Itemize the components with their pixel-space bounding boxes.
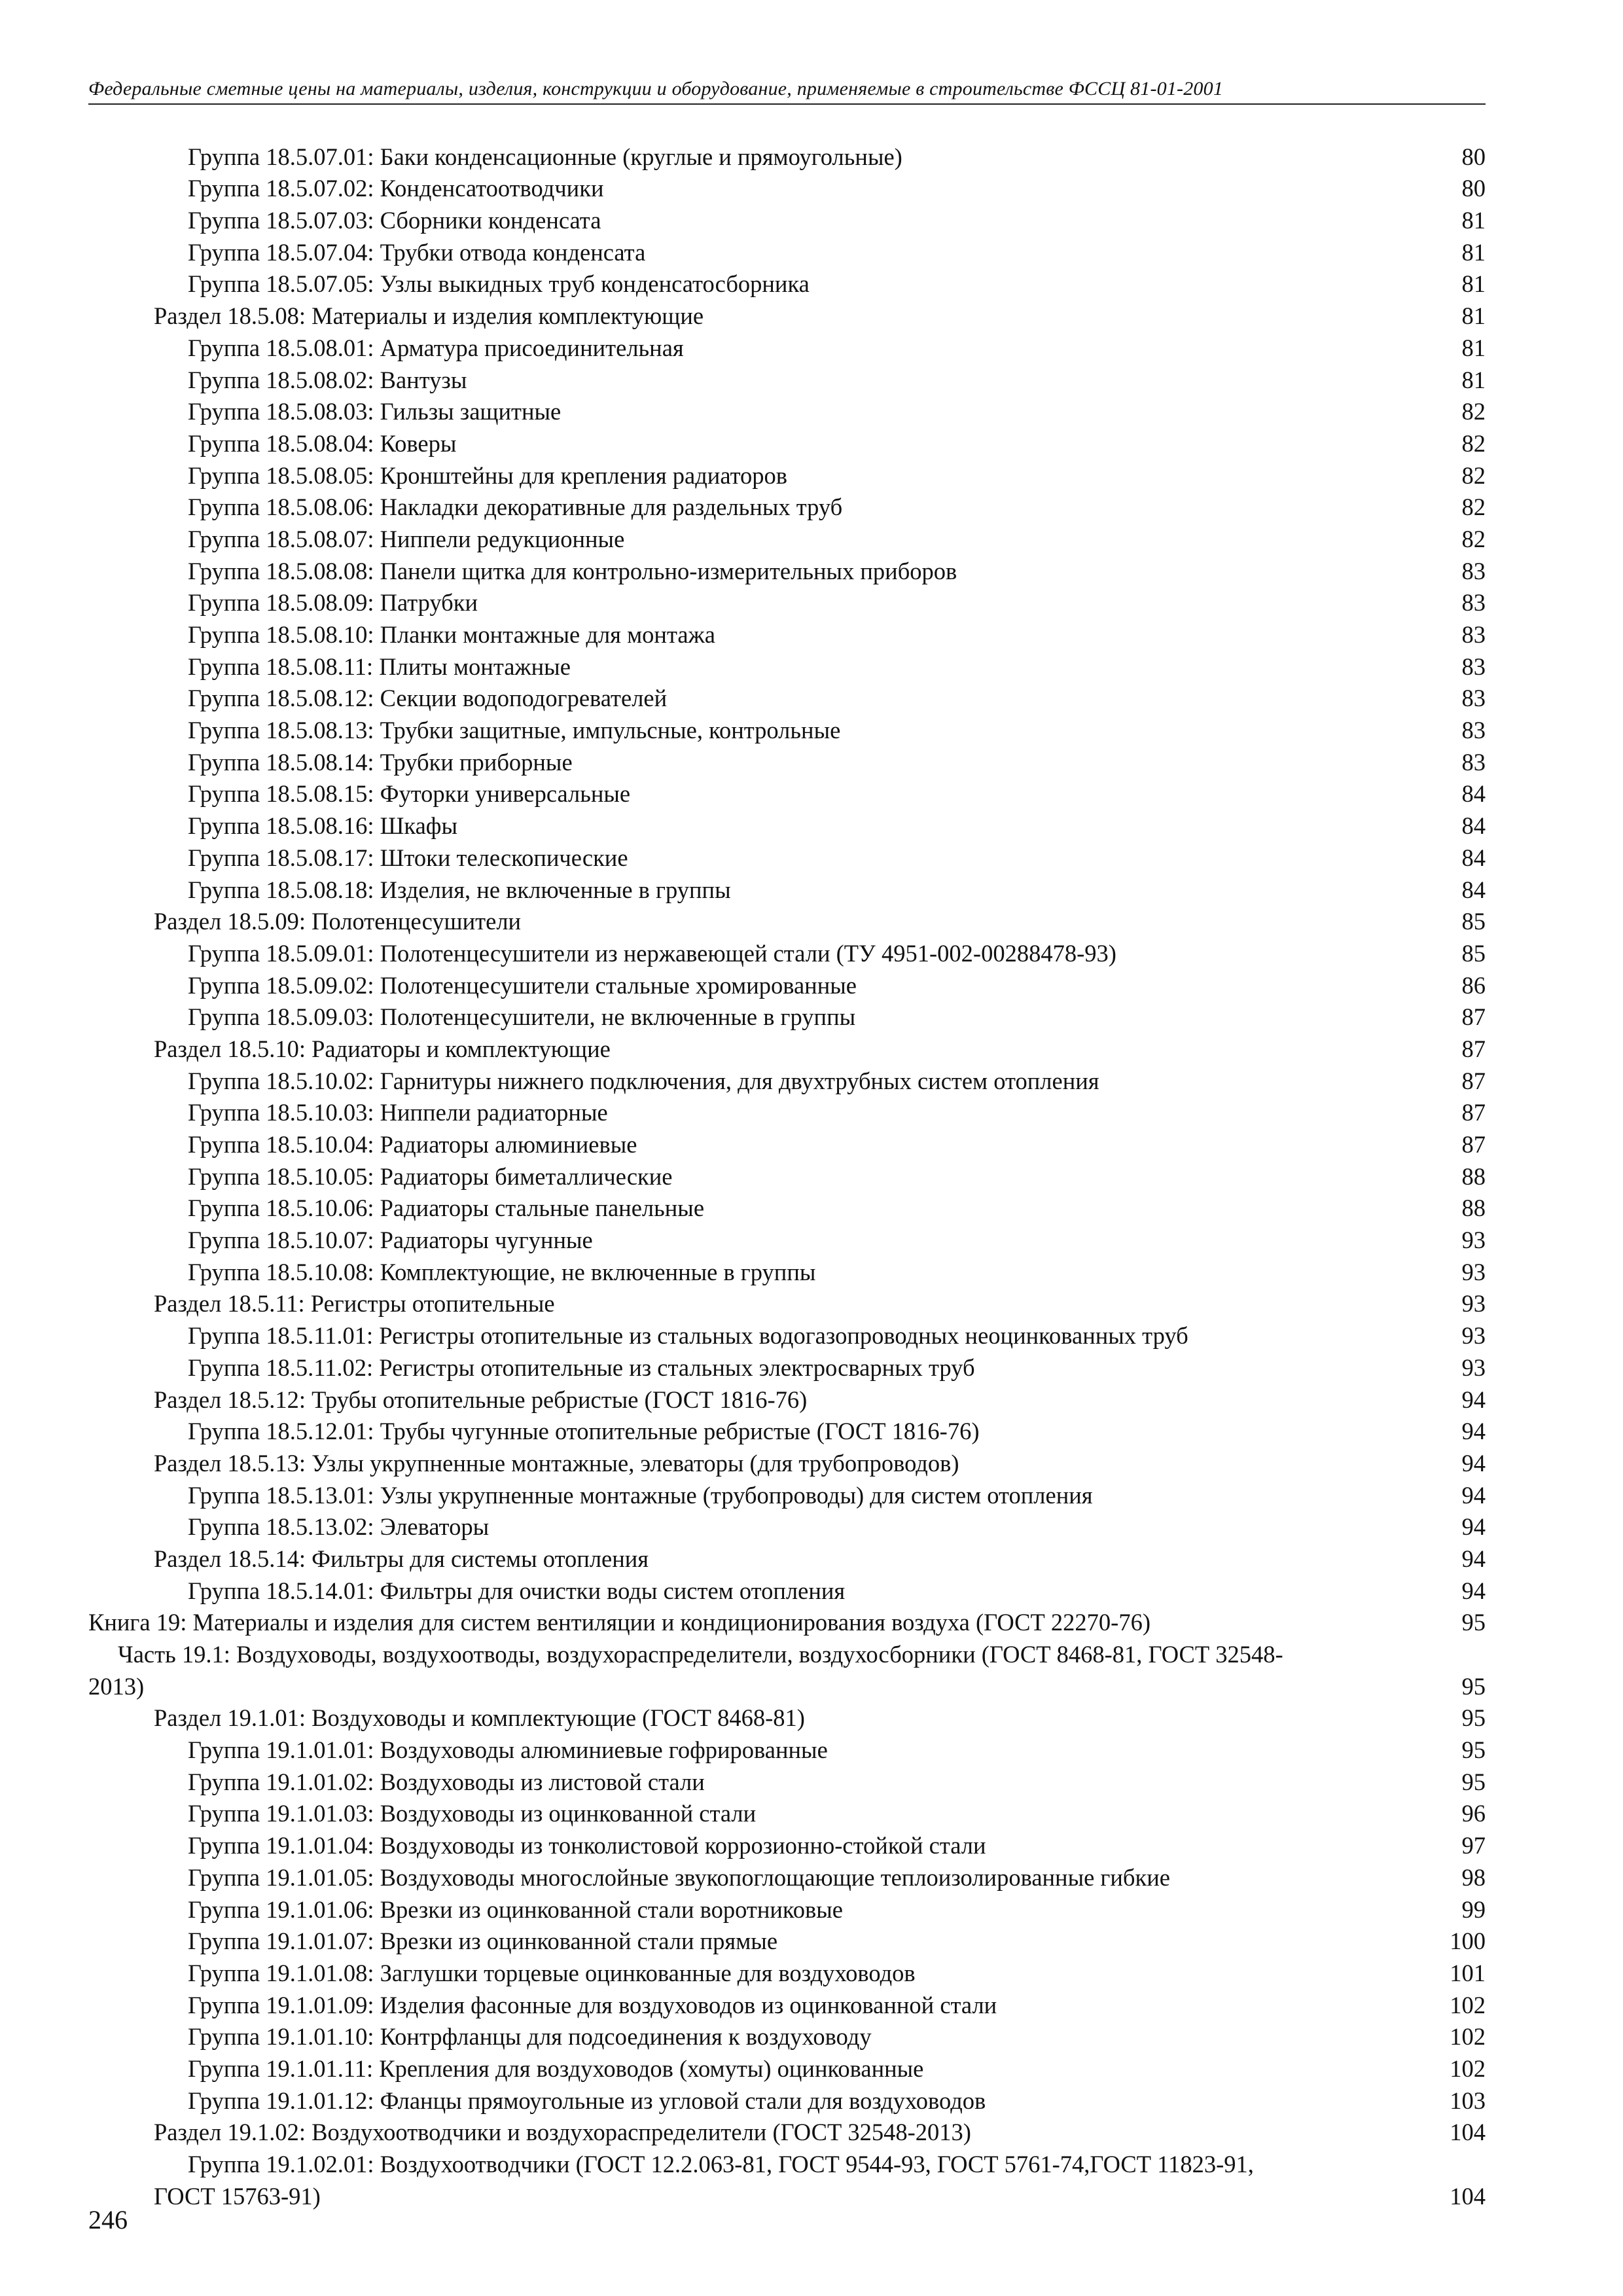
toc-entry[interactable] (88, 808, 1486, 840)
toc-page-number: 93 (1461, 1354, 1486, 1381)
toc-entry-title: Группа 19.1.01.09: Изделия фасонные для воздуховодов из оцинкованной стали (188, 1991, 997, 2018)
toc-leader-dots (459, 827, 1461, 834)
toc-leader-dots (572, 668, 1461, 675)
toc-entry-title: Группа 19.1.01.03: Воздуховоды из оцинкованной стали (188, 1800, 757, 1827)
toc-entry[interactable] (88, 681, 1486, 713)
toc-page-number: 97 (1461, 1832, 1486, 1859)
toc-page-number: 94 (1461, 1418, 1486, 1445)
toc-leader-dots (638, 1145, 1460, 1153)
toc-page-number: 80 (1461, 143, 1486, 170)
toc-entry[interactable] (88, 235, 1486, 267)
toc-entry-title: Книга 19: Материалы и изделия для систем вентиляции и кондиционирования воздуха (ГОСТ 22270-76) (88, 1609, 1150, 1636)
toc-entry[interactable] (88, 1446, 1486, 1478)
toc-entry-title: Группа 18.5.09.03: Полотенцесушители, не включенные в группы (188, 1003, 856, 1031)
toc-entry-title: Группа 18.5.09.01: Полотенцесушители из нержавеющей стали (ТУ 4951-002-00288478-93) (188, 939, 1116, 967)
toc-entry[interactable] (88, 2020, 1486, 2052)
toc-page-number: 81 (1461, 302, 1486, 330)
toc-entry[interactable] (88, 1988, 1486, 2020)
toc-page-number: 99 (1461, 1895, 1486, 1923)
toc-leader-dots (609, 1113, 1461, 1121)
toc-entry[interactable] (88, 649, 1486, 681)
toc-entry-title: Группа 18.5.08.15: Футорки универсальные (188, 780, 631, 808)
toc-entry[interactable] (88, 2083, 1486, 2115)
toc-entry[interactable] (88, 2051, 1486, 2083)
toc-entry[interactable] (88, 1127, 1486, 1159)
toc-leader-dots (145, 1687, 1460, 1695)
toc-entry[interactable] (88, 1732, 1486, 1765)
toc-page-number: 88 (1461, 1194, 1486, 1222)
toc-entry-title: Группа 18.5.08.12: Секции водоподогревателей (188, 685, 668, 712)
toc-page-number: 101 (1450, 1959, 1486, 1986)
toc-leader-dots (972, 2133, 1448, 2141)
toc-entry[interactable] (88, 1031, 1486, 1064)
toc-page-number: 94 (1461, 1545, 1486, 1572)
toc-page-number: 81 (1461, 334, 1486, 361)
toc-entry-title: Группа 18.5.09.02: Полотенцесушители стальные хромированные (188, 971, 857, 999)
toc-page-number: 95 (1461, 1704, 1486, 1732)
toc-page-number: 84 (1461, 844, 1486, 871)
toc-entry-title: Группа 19.1.01.08: Заглушки торцевые оцинкованные для воздуховодов (188, 1959, 916, 1986)
toc-entry-title: Группа 18.5.10.07: Радиаторы чугунные (188, 1227, 593, 1254)
toc-leader-dots (522, 922, 1460, 930)
toc-leader-dots (1118, 954, 1461, 962)
toc-entry[interactable] (88, 1605, 1486, 1638)
toc-leader-dots (846, 1592, 1460, 1600)
toc-page-number: 87 (1461, 1099, 1486, 1126)
toc-leader-dots (779, 1942, 1448, 1950)
toc-entry-title: Группа 18.5.13.01: Узлы укрупненные монтажные (трубопроводы) для систем отопления (188, 1481, 1093, 1509)
toc-entry[interactable] (88, 1096, 1486, 1128)
toc-page-number: 93 (1461, 1322, 1486, 1350)
toc-entry[interactable] (88, 1860, 1486, 1892)
toc-leader-dots (717, 636, 1461, 643)
toc-entry[interactable] (88, 936, 1486, 968)
toc-page-number: 87 (1461, 1035, 1486, 1062)
toc-page-number: 102 (1450, 2054, 1486, 2082)
toc-entry-title: Группа 18.5.12.01: Трубы чугунные отопительные ребристые (ГОСТ 1816-76) (188, 1418, 980, 1445)
toc-leader-dots (605, 189, 1460, 197)
toc-page-number: 82 (1461, 493, 1486, 521)
toc-entry[interactable] (88, 1573, 1486, 1605)
toc-page-number: 94 (1461, 1577, 1486, 1604)
toc-entry-title: Группа 18.5.08.07: Ниппели редукционные (188, 525, 625, 552)
toc-entry[interactable] (88, 490, 1486, 522)
toc-leader-dots (904, 158, 1461, 166)
toc-page-number: 103 (1450, 2087, 1486, 2114)
toc-leader-dots (1190, 1336, 1461, 1344)
toc-entry[interactable] (88, 203, 1486, 235)
toc-entry[interactable] (88, 1064, 1486, 1096)
toc-leader-dots (322, 2197, 1448, 2205)
toc-entry[interactable] (88, 1255, 1486, 1287)
toc-leader-dots (594, 1241, 1461, 1249)
toc-page-number: 82 (1461, 398, 1486, 425)
toc-entry[interactable] (88, 139, 1486, 171)
toc-entry[interactable] (88, 1000, 1486, 1032)
toc-entry[interactable] (88, 1541, 1486, 1573)
toc-entry[interactable] (88, 522, 1486, 554)
toc-leader-dots (811, 285, 1461, 293)
toc-entry-title: Группа 19.1.01.05: Воздуховоды многослойные звукопоглощающие теплоизолированные гибкие (188, 1863, 1170, 1891)
toc-entry[interactable] (88, 1797, 1486, 1829)
toc-entry-title: Группа 18.5.14.01: Фильтры для очистки воды систем отопления (188, 1577, 846, 1604)
toc-entry[interactable] (88, 1510, 1486, 1542)
toc-entry-title: Группа 18.5.08.11: Плиты монтажные (188, 653, 571, 680)
toc-entry-title: Раздел 18.5.13: Узлы укрупненные монтажные, элеваторы (для трубопроводов) (154, 1449, 959, 1477)
toc-page-number: 94 (1461, 1449, 1486, 1477)
toc-page-number: 82 (1461, 429, 1486, 457)
toc-page-number: 81 (1461, 207, 1486, 234)
toc-entry-title: Группа 19.1.02.01: Воздухоотводчики (ГОСТ 12.2.063-81, ГОСТ 9544-93, ГОСТ 5761-74,ГОСТ 11823-91, (188, 2151, 1254, 2178)
toc-entry[interactable] (88, 872, 1486, 905)
toc-page-number: 83 (1461, 557, 1486, 584)
toc-entry-title: Группа 19.1.01.04: Воздуховоды из тонколистовой коррозионно-стойкой стали (188, 1832, 986, 1859)
toc-leader-dots (842, 731, 1460, 739)
toc-leader-dots (632, 795, 1460, 802)
toc-entry-title-continued: 2013) (88, 1672, 145, 1700)
toc-entry[interactable] (88, 617, 1486, 649)
toc-entry-title: Группа 18.5.10.06: Радиаторы стальные панельные (188, 1194, 705, 1222)
toc-entry[interactable] (88, 1159, 1486, 1191)
toc-page-number: 95 (1461, 1736, 1486, 1764)
toc-entry-title: Группа 18.5.08.18: Изделия, не включенные в группы (188, 876, 731, 903)
toc-leader-dots (757, 1814, 1460, 1822)
toc-leader-dots (685, 349, 1461, 357)
toc-leader-dots (574, 763, 1461, 771)
toc-entry-title: Раздел 18.5.10: Радиаторы и комплектующие (154, 1035, 611, 1062)
toc-entry-title: Группа 18.5.10.08: Комплектующие, не включенные в группы (188, 1258, 816, 1285)
toc-entry-continuation[interactable] (88, 2179, 1486, 2211)
toc-page-number: 83 (1461, 748, 1486, 776)
toc-entry-continuation[interactable] (88, 1669, 1486, 1701)
toc-page-number: 93 (1461, 1258, 1486, 1285)
table-of-contents (88, 139, 1486, 2211)
toc-entry[interactable] (88, 363, 1486, 395)
toc-leader-dots (808, 1401, 1460, 1408)
toc-entry-title: Группа 18.5.08.01: Арматура присоединительная (188, 334, 684, 361)
toc-page-number: 83 (1461, 717, 1486, 744)
toc-entry[interactable] (88, 1892, 1486, 1924)
toc-page-number: 94 (1461, 1513, 1486, 1541)
toc-page-number: 84 (1461, 780, 1486, 808)
toc-entry[interactable] (88, 1318, 1486, 1350)
toc-entry-title: Группа 18.5.11.02: Регистры отопительные из стальных электросварных труб (188, 1354, 975, 1381)
toc-entry-title: Группа 18.5.07.05: Узлы выкидных труб конденсатосборника (188, 270, 810, 298)
toc-page-number: 102 (1450, 1991, 1486, 2018)
toc-entry-title: Группа 19.1.01.07: Врезки из оцинкованной стали прямые (188, 1928, 778, 1955)
toc-leader-dots (829, 1751, 1461, 1759)
toc-entry-title: Группа 18.5.08.04: Коверы (188, 429, 457, 457)
toc-leader-dots (844, 508, 1460, 516)
toc-entry[interactable] (88, 1478, 1486, 1510)
toc-entry[interactable] (88, 2147, 1486, 2179)
toc-entry[interactable] (88, 1223, 1486, 1255)
toc-leader-dots (958, 572, 1460, 580)
toc-page-number: 102 (1450, 2023, 1486, 2051)
toc-entry[interactable] (88, 1765, 1486, 1797)
page-number: 246 (88, 2205, 128, 2234)
toc-page-number: 84 (1461, 812, 1486, 840)
toc-page-number: 81 (1461, 270, 1486, 298)
toc-entry-title: Группа 18.5.08.03: Гильзы защитные (188, 398, 562, 425)
toc-entry-title: Группа 18.5.07.03: Сборники конденсата (188, 207, 601, 234)
toc-leader-dots (468, 381, 1460, 389)
toc-page-number: 83 (1461, 653, 1486, 680)
running-header: Федеральные сметные цены на материалы, изделия, конструкции и оборудование, применяемые в строительстве ФССЦ 81-01-2001 (88, 77, 1486, 105)
toc-leader-dots (732, 891, 1461, 899)
toc-leader-dots (706, 1783, 1461, 1791)
toc-entry[interactable] (88, 905, 1486, 937)
toc-page-number: 81 (1461, 366, 1486, 393)
toc-entry[interactable] (88, 267, 1486, 299)
toc-entry[interactable] (88, 1191, 1486, 1223)
toc-entry[interactable] (88, 331, 1486, 363)
toc-leader-dots (844, 1910, 1461, 1918)
toc-entry[interactable] (88, 298, 1486, 331)
toc-entry[interactable] (88, 586, 1486, 618)
toc-page-number: 86 (1461, 971, 1486, 999)
toc-entry-title: Группа 18.5.08.08: Панели щитка для контрольно-измерительных приборов (188, 557, 957, 584)
toc-entry-title: Группа 18.5.08.16: Шкафы (188, 812, 457, 840)
toc-entry-title: Группа 19.1.01.02: Воздуховоды из листовой стали (188, 1768, 705, 1795)
toc-entry[interactable] (88, 458, 1486, 490)
toc-entry[interactable] (88, 1382, 1486, 1414)
toc-entry[interactable] (88, 745, 1486, 777)
toc-entry-title: Группа 18.5.10.02: Гарнитуры нижнего подключения, для двухтрубных систем отопления (188, 1067, 1099, 1094)
toc-leader-dots (647, 253, 1460, 261)
toc-leader-dots (705, 1209, 1460, 1217)
toc-page-number: 95 (1461, 1609, 1486, 1636)
toc-leader-dots (630, 859, 1461, 867)
toc-leader-dots (873, 2037, 1449, 2045)
toc-entry[interactable] (88, 1956, 1486, 1988)
toc-page-number: 98 (1461, 1863, 1486, 1891)
toc-leader-dots (1152, 1623, 1461, 1631)
toc-page-number: 84 (1461, 876, 1486, 903)
toc-page-number: 81 (1461, 238, 1486, 266)
toc-leader-dots (457, 444, 1460, 452)
toc-page-number: 95 (1461, 1768, 1486, 1795)
toc-leader-dots (857, 1018, 1460, 1026)
toc-entry[interactable] (88, 1701, 1486, 1733)
toc-leader-dots (976, 1369, 1461, 1376)
toc-entry-title: Группа 19.1.01.01: Воздуховоды алюминиевые гофрированные (188, 1736, 828, 1764)
toc-page-number: 95 (1461, 1672, 1486, 1700)
toc-entry[interactable] (88, 1637, 1486, 1669)
toc-entry[interactable] (88, 554, 1486, 586)
toc-entry-title: Группа 18.5.11.01: Регистры отопительные из стальных водогазопроводных неоцинкованных труб (188, 1322, 1188, 1350)
toc-entry-title: Группа 19.1.01.12: Фланцы прямоугольные из угловой стали для воздуховодов (188, 2087, 986, 2114)
toc-leader-dots (562, 412, 1460, 420)
toc-entry-title: Раздел 19.1.01: Воздуховоды и комплектующие (ГОСТ 8468-81) (154, 1704, 805, 1732)
toc-leader-dots (490, 1528, 1460, 1535)
toc-leader-dots (925, 2070, 1448, 2077)
toc-entry[interactable] (88, 1414, 1486, 1446)
toc-leader-dots (987, 2102, 1448, 2109)
toc-entry-title: Раздел 18.5.11: Регистры отопительные (154, 1290, 555, 1318)
toc-entry-title: Группа 18.5.07.01: Баки конденсационные (круглые и прямоугольные) (188, 143, 902, 170)
toc-page-number: 85 (1461, 939, 1486, 967)
toc-page-number: 87 (1461, 1067, 1486, 1094)
toc-leader-dots (981, 1432, 1461, 1440)
toc-leader-dots (858, 986, 1461, 994)
toc-page-number: 83 (1461, 685, 1486, 712)
toc-leader-dots (668, 699, 1460, 707)
toc-page-number: 94 (1461, 1481, 1486, 1509)
toc-page-number: 85 (1461, 908, 1486, 935)
toc-leader-dots (917, 1974, 1449, 1982)
toc-leader-dots (612, 1050, 1461, 1058)
toc-entry-title: Группа 18.5.10.05: Радиаторы биметаллические (188, 1162, 673, 1190)
toc-entry-title: Раздел 18.5.14: Фильтры для системы отопления (154, 1545, 649, 1572)
toc-entry-title: Раздел 18.5.12: Трубы отопительные ребристые (ГОСТ 1816-76) (154, 1386, 808, 1413)
toc-entry[interactable] (88, 426, 1486, 458)
toc-entry-title: Группа 18.5.08.06: Накладки декоративные для раздельных труб (188, 493, 843, 521)
toc-page-number: 82 (1461, 461, 1486, 489)
toc-leader-dots (988, 1846, 1461, 1854)
toc-entry[interactable] (88, 777, 1486, 809)
toc-page-number: 82 (1461, 525, 1486, 552)
toc-entry[interactable] (88, 968, 1486, 1000)
toc-leader-dots (806, 1719, 1461, 1727)
toc-page-number: 104 (1450, 2119, 1486, 2146)
toc-entry[interactable] (88, 713, 1486, 745)
toc-entry-title: Группа 18.5.13.02: Элеваторы (188, 1513, 490, 1541)
toc-leader-dots (998, 2006, 1448, 2014)
toc-page-number: 96 (1461, 1800, 1486, 1827)
toc-page-number: 94 (1461, 1386, 1486, 1413)
toc-entry-title: Группа 18.5.08.02: Вантузы (188, 366, 467, 393)
toc-page-number: 93 (1461, 1290, 1486, 1318)
toc-entry-title: Часть 19.1: Воздуховоды, воздухоотводы, воздухораспределители, воздухосборники (ГОСТ 8468-81, ГОСТ 32548- (118, 1641, 1283, 1668)
toc-leader-dots (674, 1177, 1461, 1185)
toc-entry[interactable] (88, 1350, 1486, 1382)
toc-entry[interactable] (88, 2115, 1486, 2147)
toc-entry[interactable] (88, 395, 1486, 427)
toc-leader-dots (1101, 1082, 1461, 1090)
toc-leader-dots (626, 540, 1460, 548)
toc-page-number: 87 (1461, 1003, 1486, 1031)
toc-entry[interactable] (88, 1287, 1486, 1319)
toc-page-number: 93 (1461, 1227, 1486, 1254)
toc-entry-title: Группа 18.5.08.17: Штоки телескопические (188, 844, 628, 871)
toc-entry-title: Группа 18.5.10.03: Ниппели радиаторные (188, 1099, 608, 1126)
toc-leader-dots (479, 603, 1461, 611)
toc-leader-dots (961, 1464, 1461, 1472)
toc-entry-title: Группа 18.5.08.14: Трубки приборные (188, 748, 573, 776)
toc-entry[interactable] (88, 1924, 1486, 1956)
toc-leader-dots (650, 1560, 1460, 1568)
toc-page-number: 83 (1461, 621, 1486, 648)
toc-entry-title: Раздел 19.1.02: Воздухоотводчики и воздухораспределители (ГОСТ 32548-2013) (154, 2119, 971, 2146)
toc-page-number: 88 (1461, 1162, 1486, 1190)
toc-entry[interactable] (88, 840, 1486, 872)
toc-page-number: 87 (1461, 1131, 1486, 1158)
toc-entry[interactable] (88, 171, 1486, 204)
toc-entry-title: Группа 18.5.07.04: Трубки отвода конденсата (188, 238, 646, 266)
toc-page-number: 83 (1461, 589, 1486, 617)
toc-entry-title: Группа 18.5.08.10: Планки монтажные для монтажа (188, 621, 715, 648)
toc-entry-title: Группа 19.1.01.11: Крепления для воздуховодов (хомуты) оцинкованные (188, 2054, 924, 2082)
toc-leader-dots (556, 1304, 1461, 1312)
toc-leader-dots (705, 317, 1460, 325)
toc-entry-title-continued: ГОСТ 15763-91) (154, 2182, 321, 2210)
toc-entry-title: Группа 18.5.07.02: Конденсатоотводчики (188, 175, 604, 202)
toc-leader-dots (817, 1273, 1460, 1281)
toc-leader-dots (789, 476, 1460, 484)
toc-page-number: 80 (1461, 175, 1486, 202)
toc-leader-dots (602, 221, 1460, 229)
toc-leader-dots (1094, 1496, 1461, 1504)
toc-page-number: 104 (1450, 2182, 1486, 2210)
toc-entry-title: Группа 18.5.08.13: Трубки защитные, импульсные, контрольные (188, 717, 841, 744)
toc-entry-title: Группа 18.5.08.09: Патрубки (188, 589, 478, 617)
toc-page-number: 100 (1450, 1928, 1486, 1955)
toc-entry-title: Группа 18.5.10.04: Радиаторы алюминиевые (188, 1131, 637, 1158)
toc-leader-dots (1171, 1878, 1461, 1886)
toc-entry-title: Группа 19.1.01.10: Контрфланцы для подсоединения к воздуховоду (188, 2023, 872, 2051)
toc-entry-title: Раздел 18.5.09: Полотенцесушители (154, 908, 522, 935)
toc-entry-title: Раздел 18.5.08: Материалы и изделия комплектующие (154, 302, 704, 330)
toc-entry-title: Группа 19.1.01.06: Врезки из оцинкованной стали воротниковые (188, 1895, 843, 1923)
toc-entry[interactable] (88, 1828, 1486, 1860)
toc-entry-title: Группа 18.5.08.05: Кронштейны для крепления радиаторов (188, 461, 788, 489)
